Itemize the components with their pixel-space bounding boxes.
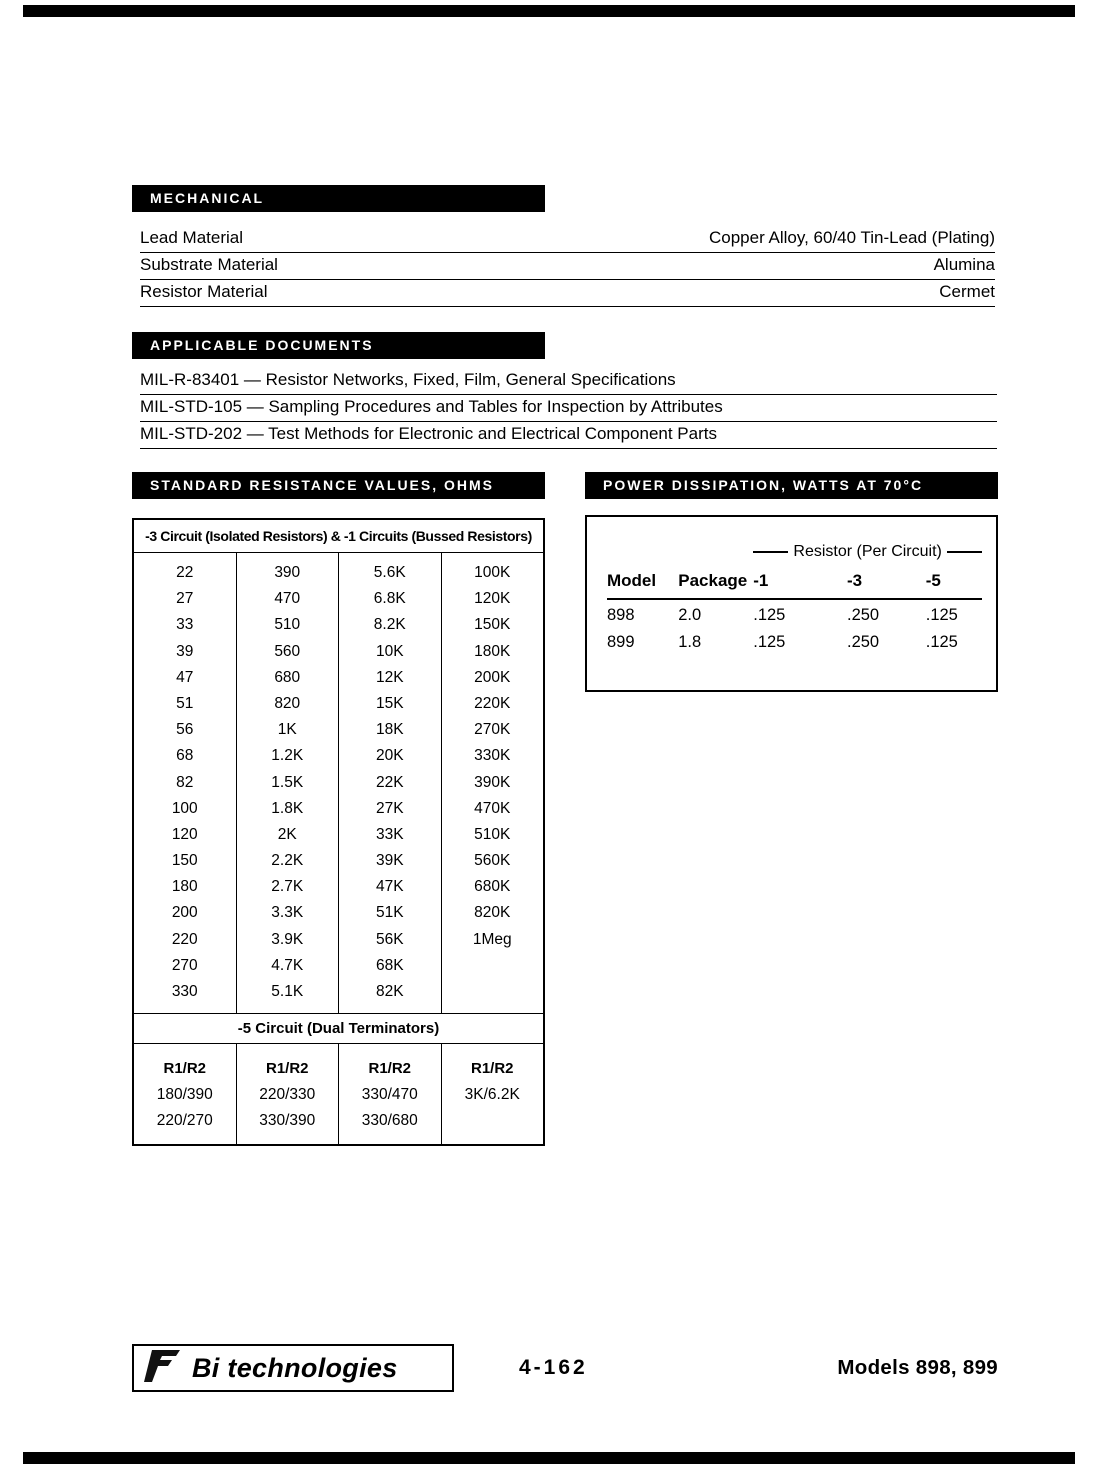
resistance-value: 2.2K — [271, 852, 304, 870]
resistance-value: 15K — [375, 694, 404, 712]
spec-row — [140, 253, 995, 280]
resistance-value: 5.1K — [271, 983, 304, 1000]
dual-terminator-column — [339, 1044, 442, 1144]
power-column-header: Model — [607, 569, 678, 599]
spec-value: Cermet — [939, 282, 995, 301]
resistance-value: 560K — [474, 852, 511, 870]
resistance-value: 820K — [474, 904, 511, 922]
resistance-value: 56K — [375, 930, 404, 948]
resistance-value: 3.3K — [271, 904, 304, 922]
dual-column-header: R1/R2 — [163, 1060, 207, 1078]
resistance-column — [339, 553, 442, 1013]
mechanical-spec-table — [140, 226, 995, 307]
resistor-per-circuit-label — [753, 543, 982, 561]
power-table-header-row — [607, 569, 982, 599]
power-column-header: -3 — [847, 569, 926, 599]
resistance-value: 220K — [474, 694, 511, 712]
spec-row — [140, 280, 995, 307]
dual-terminator-value: 330/390 — [259, 1112, 316, 1130]
span-rule-left — [753, 551, 788, 553]
resistance-value: 68 — [176, 747, 194, 765]
resistance-value: 120K — [474, 590, 511, 608]
resistance-value: 22K — [375, 773, 404, 791]
resistance-value: 1.5K — [271, 773, 304, 791]
resistance-column — [442, 553, 544, 1013]
resistance-value: 68K — [375, 956, 404, 974]
resistance-value — [442, 979, 544, 1005]
resistance-column — [134, 553, 237, 1013]
span-label-text: Resistor (Per Circuit) — [793, 543, 942, 560]
dual-terminator-value — [442, 1108, 544, 1134]
brand-name: Bi technologies — [192, 1352, 398, 1383]
resistance-value: 180K — [474, 642, 511, 660]
resistance-value: 82 — [176, 773, 194, 791]
resistance-value: 560 — [274, 642, 301, 660]
power-table-body — [607, 599, 982, 654]
resistance-value: 270K — [474, 721, 511, 739]
bi-technologies-logo — [132, 1344, 454, 1392]
power-table-cell: 899 — [607, 633, 635, 651]
resistance-value: 10K — [375, 642, 404, 660]
resistance-value: 120 — [171, 825, 198, 843]
power-column-header: -1 — [753, 569, 847, 599]
resistance-value: 470K — [474, 799, 511, 817]
resistance-value: 1K — [277, 721, 297, 739]
resistance-value: 18K — [375, 721, 404, 739]
power-table-cell: .125 — [753, 606, 786, 624]
applicable-documents-list — [140, 368, 997, 449]
mechanical-section-header: MECHANICAL — [132, 185, 545, 212]
spec-label: Substrate Material — [140, 255, 278, 274]
spec-row — [140, 226, 995, 253]
resistance-value: 100K — [474, 564, 511, 581]
resistance-value: 5.6K — [373, 564, 406, 581]
resistance-value: 470 — [274, 590, 301, 608]
document-reference: MIL-R-83401 — Resistor Networks, Fixed, Film, General Specifications — [140, 368, 997, 395]
power-table-cell: .125 — [925, 633, 958, 651]
power-table-row — [607, 599, 982, 627]
dual-terminator-value: 330/680 — [361, 1112, 418, 1130]
spec-value: Copper Alloy, 60/40 Tin-Lead (Plating) — [708, 228, 995, 247]
resistance-value: 200K — [474, 668, 511, 686]
power-column-header: Package — [678, 569, 753, 599]
resistance-column — [237, 553, 340, 1013]
power-table-cell: .250 — [847, 633, 880, 651]
page-number: 4-162 — [519, 1356, 588, 1379]
resistance-value: 51 — [176, 694, 194, 712]
resistance-value: 39 — [176, 642, 194, 660]
dual-terminators-grid — [134, 1044, 543, 1144]
spec-value: Alumina — [933, 255, 995, 274]
resistor-per-circuit-span-row — [607, 543, 982, 569]
bi-logo-icon — [142, 1348, 182, 1389]
power-table-cell: .250 — [847, 606, 880, 624]
resistance-value: 27 — [176, 590, 194, 608]
document-reference: MIL-STD-105 — Sampling Procedures and Tables for Inspection by Attributes — [140, 395, 997, 422]
resistance-value: 330K — [474, 747, 511, 765]
resistance-value: 4.7K — [271, 956, 304, 974]
power-table-cell: 2.0 — [678, 606, 702, 624]
resistance-value: 680K — [474, 878, 511, 896]
resistance-value: 510 — [274, 616, 301, 634]
page-top-rule — [23, 5, 1075, 17]
resistance-value — [442, 953, 544, 979]
spec-label: Resistor Material — [140, 282, 268, 301]
resistance-value: 1Meg — [472, 930, 512, 948]
resistance-value: 12K — [375, 668, 404, 686]
spec-label: Lead Material — [140, 228, 244, 247]
dual-terminator-value: 330/470 — [361, 1086, 418, 1104]
power-dissipation-header: POWER DISSIPATION, WATTS AT 70°C — [585, 472, 998, 499]
dual-terminator-column — [442, 1044, 544, 1144]
resistance-value: 8.2K — [373, 616, 406, 634]
resistance-value: 390 — [274, 564, 301, 581]
resistance-values-table — [132, 518, 545, 1146]
applicable-documents-header: APPLICABLE DOCUMENTS — [132, 332, 545, 359]
dual-terminator-value: 220/270 — [156, 1112, 213, 1130]
resistance-value: 820 — [274, 694, 301, 712]
dual-column-header: R1/R2 — [265, 1060, 309, 1078]
document-reference: MIL-STD-202 — Test Methods for Electronic and Electrical Component Parts — [140, 422, 997, 449]
resistance-value: 200 — [171, 904, 198, 922]
resistance-value: 390K — [474, 773, 511, 791]
resistance-value: 100 — [171, 799, 198, 817]
resistance-value: 22 — [176, 564, 194, 581]
dual-column-header: R1/R2 — [368, 1060, 412, 1078]
span-rule-right — [947, 551, 982, 553]
resistance-value: 33 — [176, 616, 194, 634]
resistance-value: 2.7K — [271, 878, 304, 896]
resistance-value: 27K — [375, 799, 404, 817]
resistance-value: 33K — [375, 825, 404, 843]
dual-terminator-value: 3K/6.2K — [464, 1086, 520, 1104]
resistance-table-title: -3 Circuit (Isolated Resistors) & -1 Circuits (Bussed Resistors) — [134, 520, 543, 553]
resistance-value: 3.9K — [271, 930, 304, 948]
resistance-values-header: STANDARD RESISTANCE VALUES, OHMS — [132, 472, 545, 499]
power-table — [607, 543, 982, 654]
resistance-value: 510K — [474, 825, 511, 843]
resistance-value: 2K — [277, 825, 297, 843]
footer-models-label: Models 898, 899 — [837, 1356, 998, 1379]
resistance-value: 330 — [171, 983, 198, 1000]
resistance-value: 1.2K — [271, 747, 304, 765]
power-table-row — [607, 627, 982, 654]
power-table-cell: 1.8 — [678, 633, 702, 651]
dual-terminator-column — [134, 1044, 237, 1144]
power-table-cell: 898 — [607, 606, 635, 624]
dual-terminators-title: -5 Circuit (Dual Terminators) — [134, 1013, 543, 1044]
resistance-value: 51K — [375, 904, 404, 922]
resistance-value: 47K — [375, 878, 404, 896]
resistance-value: 680 — [274, 668, 301, 686]
resistance-value: 6.8K — [373, 590, 406, 608]
power-column-header: -5 — [926, 569, 982, 599]
dual-terminator-column — [237, 1044, 340, 1144]
resistance-value: 20K — [375, 747, 404, 765]
resistance-value: 180 — [171, 878, 198, 896]
dual-terminator-value: 220/330 — [259, 1086, 316, 1104]
resistance-value: 220 — [171, 930, 198, 948]
resistance-value: 270 — [171, 956, 198, 974]
power-table-cell: .125 — [925, 606, 958, 624]
resistance-value: 82K — [375, 983, 404, 1000]
resistance-values-grid — [134, 553, 543, 1013]
power-table-cell: .125 — [753, 633, 786, 651]
resistance-value: 47 — [176, 668, 194, 686]
power-dissipation-table-box — [585, 515, 998, 692]
page-bottom-rule — [23, 1452, 1075, 1464]
dual-terminator-value: 180/390 — [156, 1086, 213, 1104]
dual-column-header: R1/R2 — [470, 1060, 514, 1078]
resistance-value: 150K — [474, 616, 511, 634]
resistance-value: 56 — [176, 721, 194, 739]
resistance-value: 150 — [171, 852, 198, 870]
resistance-value: 39K — [375, 852, 404, 870]
resistance-value: 1.8K — [271, 799, 304, 817]
